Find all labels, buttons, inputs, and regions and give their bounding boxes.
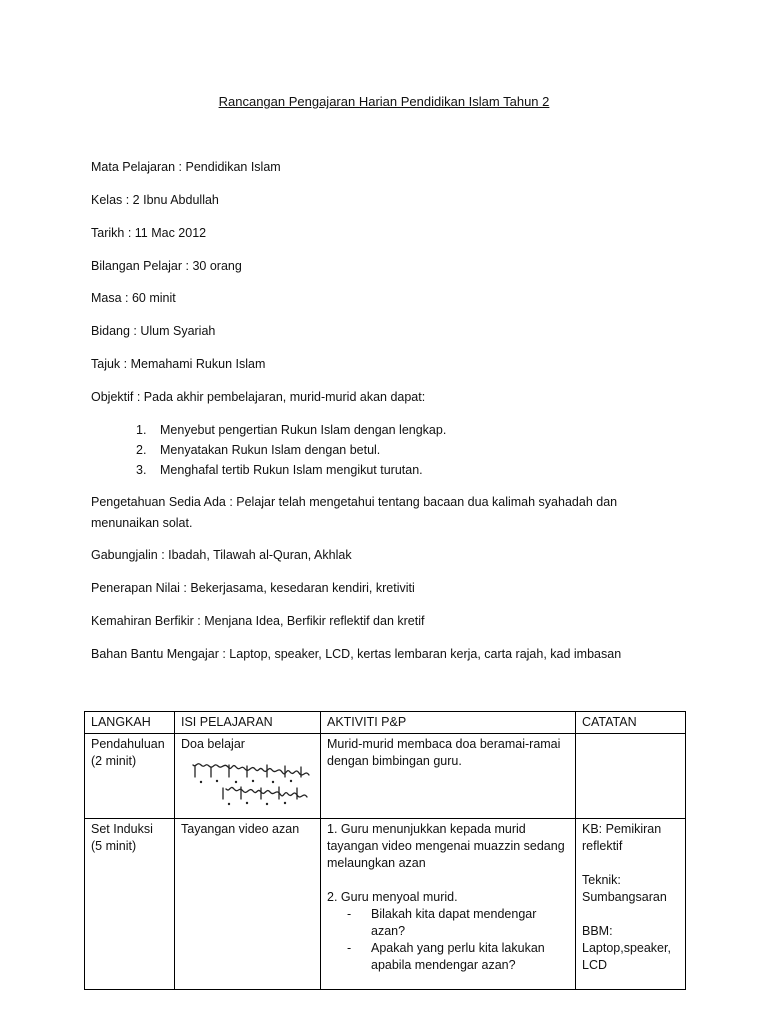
objective-item: 2. Menyatakan Rukun Islam dengan betul. <box>136 443 381 457</box>
catatan-bbm: BBM: Laptop,speaker, LCD <box>582 924 671 972</box>
lesson-table <box>84 711 686 990</box>
question-list <box>327 906 569 974</box>
field-pengetahuan-sedia-ada: Pengetahuan Sedia Ada : Pelajar telah mengetahui tentang bacaan dua kalimah syahadah dan menunaikan solat. <box>91 495 618 530</box>
list-item: - Apakah yang perlu kita lakukan apabila mendengar azan? <box>347 941 545 972</box>
field-bilangan-pelajar: Bilangan Pelajar : 30 orang <box>91 259 242 273</box>
cell-catatan <box>576 734 686 819</box>
field-mata-pelajaran: Mata Pelajaran : Pendidikan Islam <box>91 160 281 174</box>
objective-item: 3. Menghafal tertib Rukun Islam mengikut turutan. <box>136 463 423 477</box>
header-isi-pelajaran: ISI PELAJARAN <box>175 712 321 734</box>
field-kelas: Kelas : 2 Ibnu Abdullah <box>91 193 219 207</box>
field-tajuk: Tajuk : Memahami Rukun Islam <box>91 357 266 371</box>
table-row <box>85 734 686 819</box>
list-item: - Bilakah kita dapat mendengar azan? <box>347 907 537 938</box>
document-title: Rancangan Pengajaran Harian Pendidikan Islam Tahun 2 <box>218 94 550 109</box>
cell-isi-pelajaran: Tayangan video azan <box>175 819 321 990</box>
objectives-list <box>120 420 446 480</box>
field-tarikh: Tarikh : 11 Mac 2012 <box>91 226 207 240</box>
field-masa: Masa : 60 minit <box>91 291 176 305</box>
table-header-row <box>85 712 686 734</box>
objective-item: 1. Menyebut pengertian Rukun Islam dengan lengkap. <box>136 423 447 437</box>
field-objektif: Objektif : Pada akhir pembelajaran, murid-murid akan dapat: <box>91 390 426 404</box>
catatan-teknik: Teknik: Sumbangsaran <box>582 873 667 904</box>
header-catatan: CATATAN <box>576 712 686 734</box>
field-gabungjalin: Gabungjalin : Ibadah, Tilawah al-Quran, Akhlak <box>91 548 352 562</box>
field-bahan-bantu-mengajar: Bahan Bantu Mengajar : Laptop, speaker, LCD, kertas lembaran kerja, carta rajah, kad imbasan <box>91 647 622 661</box>
cell-isi-pelajaran: Doa belajar <box>175 734 321 819</box>
field-bidang: Bidang : Ulum Syariah <box>91 324 216 338</box>
cell-aktiviti: 1. Guru menunjukkan kepada murid tayangan video mengenai muazzin sedang melaungkan azan 2. Guru menyoal murid. - Bilakah kita dapat mendengar azan? - Apakah yang perlu kita lakukan apabila mendengar azan? <box>321 819 576 990</box>
catatan-kb: KB: Pemikiran reflektif <box>582 822 662 853</box>
cell-catatan <box>576 819 686 990</box>
cell-aktiviti: Murid-murid membaca doa beramai-ramai dengan bimbingan guru. <box>321 734 576 819</box>
field-penerapan-nilai: Penerapan Nilai : Bekerjasama, kesedaran kendiri, kretiviti <box>91 581 415 595</box>
cell-langkah: Pendahuluan (2 minit) <box>85 734 175 819</box>
table-row <box>85 819 686 990</box>
arabic-prayer-image <box>181 757 315 809</box>
header-langkah: LANGKAH <box>85 712 175 734</box>
cell-langkah: Set Induksi (5 minit) <box>85 819 175 990</box>
field-kemahiran-berfikir: Kemahiran Berfikir : Menjana Idea, Berfikir reflektif dan kretif <box>91 614 425 628</box>
header-aktiviti: AKTIVITI P&P <box>321 712 576 734</box>
